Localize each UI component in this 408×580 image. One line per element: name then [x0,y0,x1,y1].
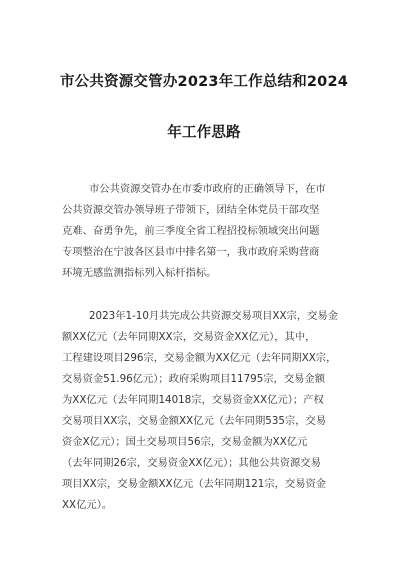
paragraph-line: 专项整治在宁波各区县市中排名第一，我市政府采购营商 [62,246,320,258]
document-title-line-1: 市公共资源交管办2023年工作总结和2024 [59,74,349,90]
document-title-line-2: 年工作思路 [167,125,241,141]
paragraph-line: （去年同期26宗，交易资金XX亿元）；其他公共资源交易 [62,457,321,469]
paragraph-line: 资金X亿元）；国土交易项目56宗，交易金额为XX亿元 [62,436,308,448]
paragraph-line: 市公共资源交管办在市委市政府的正确领导下，在市 [89,183,326,195]
paragraph-line: 2023年1-10月共完成公共资源交易项目XX宗，交易金 [89,310,339,322]
paragraph-line: 交易资金51.96亿元）；政府采购项目11795宗，交易金额 [62,373,326,385]
paragraph-line: 项目XX宗，交易金额XX亿元（去年同期121宗，交易资金 [62,478,327,490]
paragraph-line: XX亿元）。 [62,499,113,511]
paragraph-line: 工程建设项目296宗，交易金额为XX亿元（去年同期XX宗， [62,352,337,364]
paragraph-line: 交易项目XX宗，交易金额XX亿元（去年同期535宗，交易 [62,415,327,427]
paragraph-line: 额XX亿元（去年同期XX宗，交易资金XX亿元），其中， [62,331,316,343]
paragraph-line: 为XX亿元（去年同期14018宗，交易资金XX亿元）；产权 [62,394,324,406]
paragraph-line: 环境无感监测指标列入标杆指标。 [62,267,217,279]
paragraph-line: 公共资源交管办领导班子带领下，团结全体党员干部攻坚 [62,204,320,216]
paragraph-line: 克难、奋勇争先，前三季度全省工程招投标领域突出问题 [62,225,320,237]
